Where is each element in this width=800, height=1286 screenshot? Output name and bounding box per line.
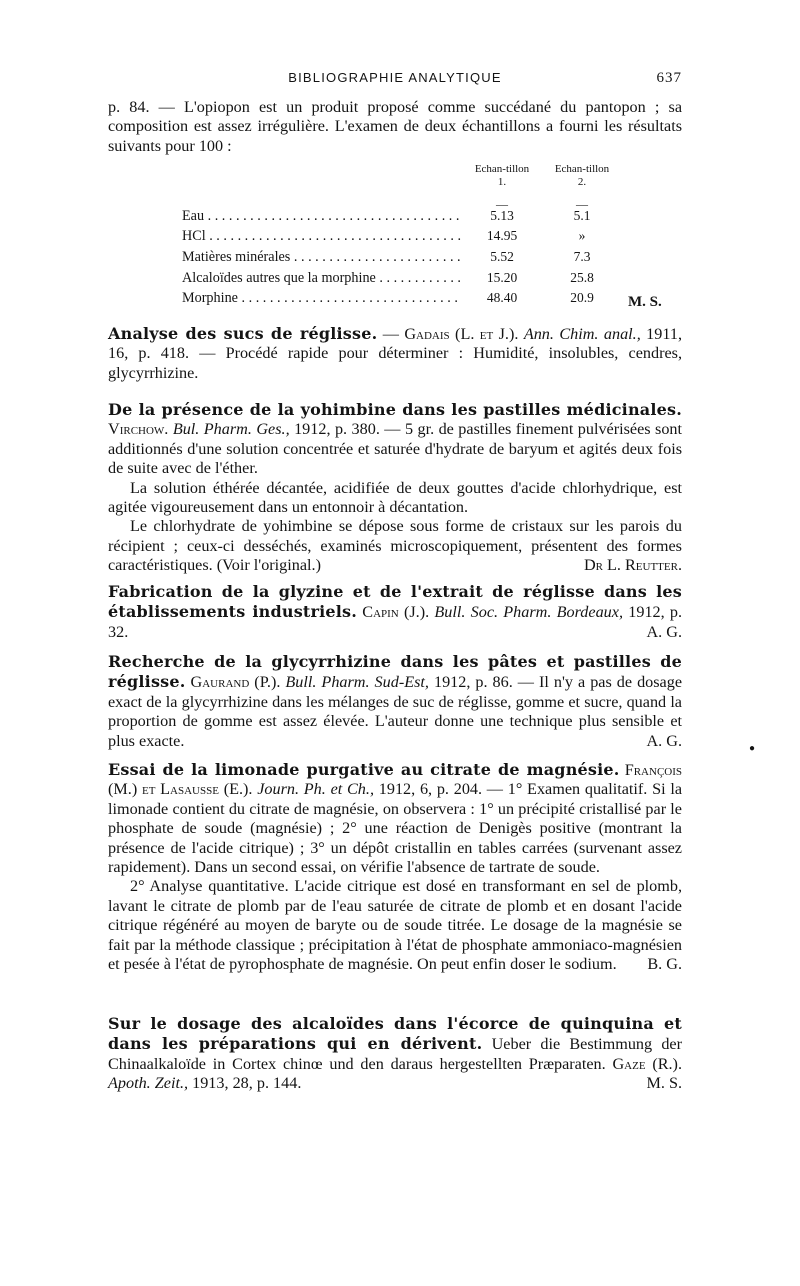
article-title: De la présence de la yohimbine dans les pastilles médicinales. <box>108 400 682 419</box>
article-author: François (M.) et Lasausse (E.). <box>108 761 683 799</box>
article-glycyrrhizine <box>108 652 682 751</box>
table-value-2: » <box>578 228 586 243</box>
article-german-title: Ueber die Bestimmung der Chinaalkaloïde in Cortex chinœ und den daraus hergestellten Præparaten. <box>108 1035 683 1073</box>
table-value-2: 7.3 <box>573 249 591 264</box>
article-signature: A. G. <box>646 622 682 641</box>
article-journal: Apoth. Zeit., <box>108 1074 189 1093</box>
article-paragraph-text: Le chlorhydrate de yohimbine se dépose sous forme de cristaux sur les parois du récipient ; ceux-ci desséchés, examinés microscopiquement, présentent des formes caractéristiques. (Voir l'original.) <box>108 517 682 575</box>
article-author: Virchow. <box>108 420 169 439</box>
table-dash-1: — <box>496 197 508 211</box>
table-value-1: 5.13 <box>490 208 514 223</box>
article-limonade <box>108 760 682 974</box>
article-signature: Dr L. Reutter. <box>583 556 682 575</box>
article-body: 1911, 16, p. 418. — Procédé rapide pour déterminer : Humidité, insolubles, cendres, glycyrrhizine. <box>108 325 682 382</box>
article-yohimbine <box>108 400 682 576</box>
article-author: Capin (J.). <box>362 603 430 622</box>
article-body: 1912, 6, p. 204. — 1° Examen qualitatif. Si la limonade contient du citrate de magnésie, on observera : 1° un précipité cristallisé par le phosphate de soude (magnésie) ; 2° une réaction de Denigès positive (montrant la présence de l'acide citrique) ; 3° un dépôt cristallin en tables carrées (survenant assez rapidement). Dans un second essai, on vérifie l'absence de tartrate de soude. <box>108 780 683 877</box>
article-title: Fabrication de la glyzine et de l'extrait de réglisse dans les établissements industriels. <box>108 582 682 622</box>
article-title: Analyse des sucs de réglisse. <box>108 324 378 343</box>
article-author: Gadais (L. et J.). <box>404 325 519 343</box>
article-signature: B. G. <box>647 955 682 974</box>
article-title: Essai de la limonade purgative au citrate de magnésie. <box>108 760 620 779</box>
article-glyzine <box>108 582 682 642</box>
article-paragraph <box>108 877 682 974</box>
article-journal: Journ. Ph. et Ch., <box>257 780 374 799</box>
article-paragraph: La solution éthérée décantée, acidifiée de deux gouttes d'acide chlorhydrique, est agitée vigoureusement dans un entonnoir à décantation. <box>108 478 682 517</box>
table-col-header-1: Echan-tillon 1. <box>474 163 530 188</box>
article-title: Recherche de la glycyrrhizine dans les pâtes et pastilles de réglisse. <box>108 652 682 692</box>
table-value-1: 14.95 <box>486 228 518 243</box>
article-body: 1913, 28, p. 144. <box>192 1074 302 1093</box>
article-body: 1912, p. 86. — Il n'y a pas de dosage exact de la glycyrrhizine dans les mélanges de suc de réglisse, gomme et sucre, quand la proportion de gomme est assez élevée. L'auteur donne une technique plus sensible et plus exacte. <box>108 673 683 750</box>
table-value-1: 48.40 <box>486 290 518 305</box>
article-author: Gaze (R.). <box>612 1054 682 1073</box>
table-value-2: 25.8 <box>570 270 594 285</box>
table-row <box>182 290 622 310</box>
table-row <box>182 249 622 269</box>
intro-text: p. 84. — L'opiopon est un produit proposé comme succédané du pantopon ; sa composition est assez irrégulière. L'examen de deux échantillons a fourni les résultats suivants pour 100 : <box>108 98 682 155</box>
article-quinquina <box>108 1014 682 1094</box>
table-value-2: 20.9 <box>570 290 594 305</box>
table-row-label: Morphine . . . <box>182 290 462 307</box>
article-body: 1912, p. 32. <box>108 603 683 641</box>
margin-dot: ● <box>749 743 756 754</box>
table-row-label: Eau . . . <box>182 208 462 225</box>
table-row-label: Matières minérales . . . <box>182 249 462 266</box>
table-row-label: Alcaloïdes autres que la morphine . . . <box>182 270 462 287</box>
table-dash-2: — <box>576 197 588 211</box>
article-author: Gaurand (P.). <box>190 673 281 692</box>
article-journal: Bul. Pharm. Ges., <box>172 420 290 439</box>
intro-paragraph <box>108 98 682 156</box>
page-number: 637 <box>656 70 682 86</box>
article-signature: M. S. <box>646 1074 682 1093</box>
article-journal: Bull. Pharm. Sud-Est, <box>285 673 429 692</box>
running-title: BIBLIOGRAPHIE ANALYTIQUE <box>288 70 502 85</box>
table-signature: M. S. <box>628 294 662 310</box>
article-paragraph-text: 2° Analyse quantitative. L'acide citrique est dosé en transformant en sel de plomb, lavant le citrate de plomb par de l'eau saturée de citrate de plomb et en dosant l'acide citrique régénéré au moyen de baryte ou de soude titrée. Le dosage de la magnésie se fait par la méthode classique ; précipitation à l'état de phosphate ammoniaco-magnésien et pesée à l'état de pyrophosphate de magnésie. On peut enfin doser le sodium. <box>108 877 682 974</box>
article-paragraph <box>108 517 682 575</box>
table-value-1: 5.52 <box>490 249 514 264</box>
table-row <box>182 228 622 248</box>
article-journal: Bull. Soc. Pharm. Bordeaux, <box>434 603 624 622</box>
article-signature: A. G. <box>646 731 682 750</box>
table-row <box>182 208 622 228</box>
article-journal: Ann. Chim. anal., <box>523 325 641 343</box>
running-header <box>108 70 682 92</box>
table-row <box>182 270 622 290</box>
table-value-1: 15.20 <box>486 270 518 285</box>
table-col-header-2: Echan-tillon 2. <box>554 163 610 188</box>
article-reglisse: Analyse des sucs de réglisse. — Gadais (L. et J.). Ann. Chim. anal., 1911, 16, p. 418. — Procédé rapide pour déterminer : Humidité, insolubles, cendres, glycyrrhizine. <box>108 324 682 382</box>
table-row-label: HCl . . . <box>182 228 462 245</box>
article-body: 1912, p. 380. — 5 gr. de pastilles finement pulvérisées sont additionnés d'une solution concentrée et saturée d'hydrate de baryum et agités deux fois de suite avec de l'éther. <box>108 420 683 478</box>
article-title: Sur le dosage des alcaloïdes dans l'écorce de quinquina et dans les préparations qui en dérivent. <box>108 1014 682 1054</box>
table-value-2: 5.1 <box>573 208 591 223</box>
